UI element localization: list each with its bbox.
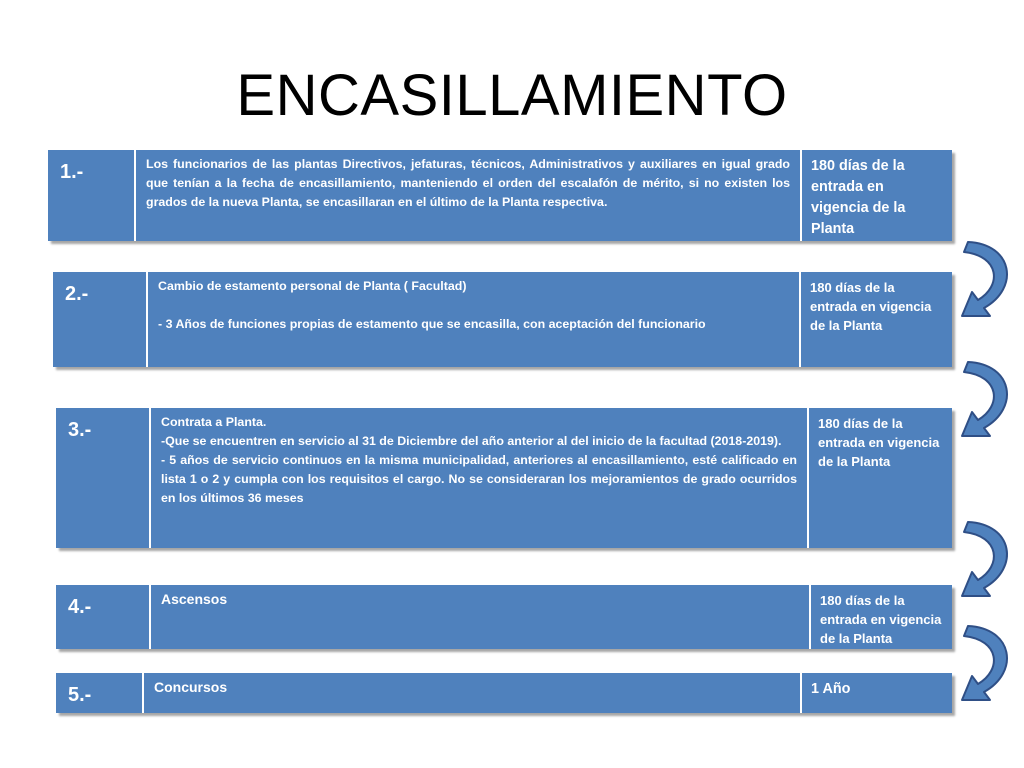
description-line: - 3 Años de funciones propias de estamento que se encasilla, con aceptación del funcionario [158,317,706,331]
row-description [144,673,800,713]
row-deadline: 180 días de la entrada en vigencia de la Planta [809,408,952,548]
description-line: Los funcionarios de las plantas Directivos, jefaturas, técnicos, Administrativos y auxiliares en igual grado que tenían a la fecha de encasillamiento, manteniendo el orden del escalafón de mérito, si no existen los grados de la nueva Planta, se encasillaran en el último de la Planta respectiva. [146,157,790,209]
table-row [56,673,952,713]
row-description [148,272,799,367]
row-number: 1.- [48,150,134,241]
description-line: -Que se encuentren en servicio al 31 de Diciembre del año anterior al del inicio de la facultad (2018-2019). [161,434,782,448]
description-spacer [158,296,789,315]
curved-arrow-down-left-icon [958,356,1020,448]
row-description [151,408,807,548]
row-deadline: 180 días de la entrada en vigencia de la Planta [801,272,952,367]
row-description [136,150,800,241]
curved-arrow-down-left-icon [958,516,1020,608]
row-number: 5.- [56,673,142,713]
row-number: 3.- [56,408,149,548]
row-deadline: 180 días de la entrada en vigencia de la Planta [811,585,952,649]
row-deadline: 1 Año [802,673,952,713]
curved-arrow-down-left-icon [958,620,1020,712]
table-row [53,272,952,367]
description-line: Ascensos [161,591,228,607]
row-number: 2.- [53,272,146,367]
description-line: - 5 años de servicio continuos en la misma municipalidad, anteriores al encasillamiento, esté calificado en lista 1 o 2 y cumpla con los requisitos el cargo. No se consideraran los mejoramientos de grado ocurridos en los últimos 36 meses [161,453,797,505]
row-number: 4.- [56,585,149,649]
table-row [48,150,952,241]
table-row [56,585,952,649]
page-title: ENCASILLAMIENTO [236,63,788,128]
description-line: Concursos [154,679,228,695]
description-line: Contrata a Planta. [161,415,267,429]
table-row [56,408,952,548]
row-deadline: 180 días de la entrada en vigencia de la Planta [802,150,952,241]
description-line: Cambio de estamento personal de Planta ( Facultad) [158,279,467,293]
curved-arrow-down-left-icon [958,236,1020,328]
row-description [151,585,809,649]
